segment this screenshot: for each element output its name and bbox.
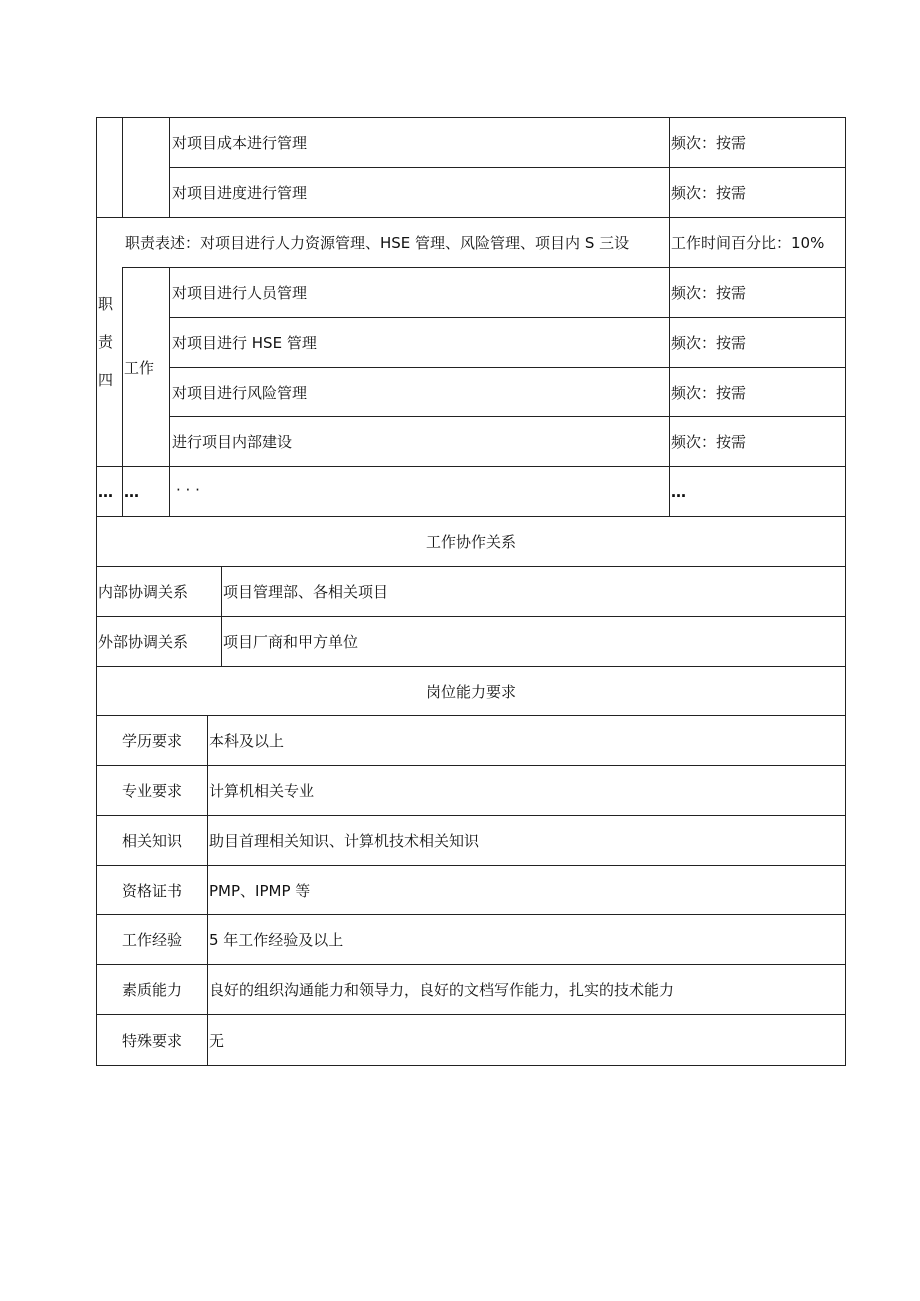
requirement-value: 本科及以上 <box>209 732 285 750</box>
duty-task: 对项目进度进行管理 <box>172 184 308 202</box>
duty-time-percent: 工作时间百分比：10% <box>671 234 825 252</box>
ellipsis-cell: … <box>98 482 113 501</box>
ellipsis-cell: … <box>671 482 686 501</box>
collaboration-label: 内部协调关系 <box>98 583 189 601</box>
requirement-value: 计算机相关专业 <box>209 782 315 800</box>
duty-frequency: 频次：按需 <box>671 184 747 202</box>
duty-task: 对项目成本进行管理 <box>172 134 308 152</box>
duty-frequency: 频次：按需 <box>671 134 747 152</box>
collaboration-value: 项目厂商和甲方单位 <box>223 633 359 651</box>
requirement-label: 特殊要求 <box>121 1031 182 1050</box>
duty-frequency: 频次：按需 <box>671 433 747 451</box>
rule <box>122 117 123 217</box>
requirement-label: 专业要求 <box>121 782 182 800</box>
duty-task: 对项目进行 HSE 管理 <box>172 334 317 352</box>
duty-four-label-char: 职 <box>98 295 114 313</box>
requirement-label: 工作经验 <box>121 931 182 949</box>
duty-frequency: 频次：按需 <box>671 284 747 302</box>
requirement-label: 资格证书 <box>121 881 182 900</box>
requirement-value: 5 年工作经验及以上 <box>209 931 344 949</box>
duty-four-label <box>97 218 122 466</box>
requirement-value: 良好的组织沟通能力和领导力，良好的文档写作能力，扎实的技术能力 <box>209 981 675 999</box>
duty-four-label-char: 四 <box>98 371 114 389</box>
duty-task: 进行项目内部建设 <box>172 433 293 451</box>
collaboration-header: 工作协作关系 <box>425 533 516 551</box>
duty-task: 对项目进行人员管理 <box>172 284 308 302</box>
requirement-label: 相关知识 <box>121 832 182 850</box>
rule <box>96 1065 846 1066</box>
requirements-header: 岗位能力要求 <box>425 682 516 701</box>
requirement-value: 助目首理相关知识、计算机技术相关知识 <box>209 832 480 850</box>
collaboration-label: 外部协调关系 <box>98 633 189 651</box>
duty-four-label-char: 责 <box>98 333 114 351</box>
requirement-value: 无 <box>209 1031 225 1050</box>
requirement-value: PMP、IPMP 等 <box>209 881 311 900</box>
duty-frequency: 频次：按需 <box>671 383 747 402</box>
rule <box>845 117 846 1066</box>
requirement-label: 学历要求 <box>121 732 182 750</box>
ellipsis-cell: · · · <box>176 481 200 499</box>
duty-frequency: 频次：按需 <box>671 334 747 352</box>
work-label: 工作 <box>124 358 155 377</box>
duty-task: 对项目进行风险管理 <box>172 383 308 402</box>
ellipsis-cell: … <box>124 482 139 501</box>
duty-description: 职责表述：对项目进行人力资源管理、HSE 管理、风险管理、项目内 S 三设 <box>125 234 630 252</box>
collaboration-value: 项目管理部、各相关项目 <box>223 583 389 601</box>
requirement-label: 素质能力 <box>121 981 182 999</box>
